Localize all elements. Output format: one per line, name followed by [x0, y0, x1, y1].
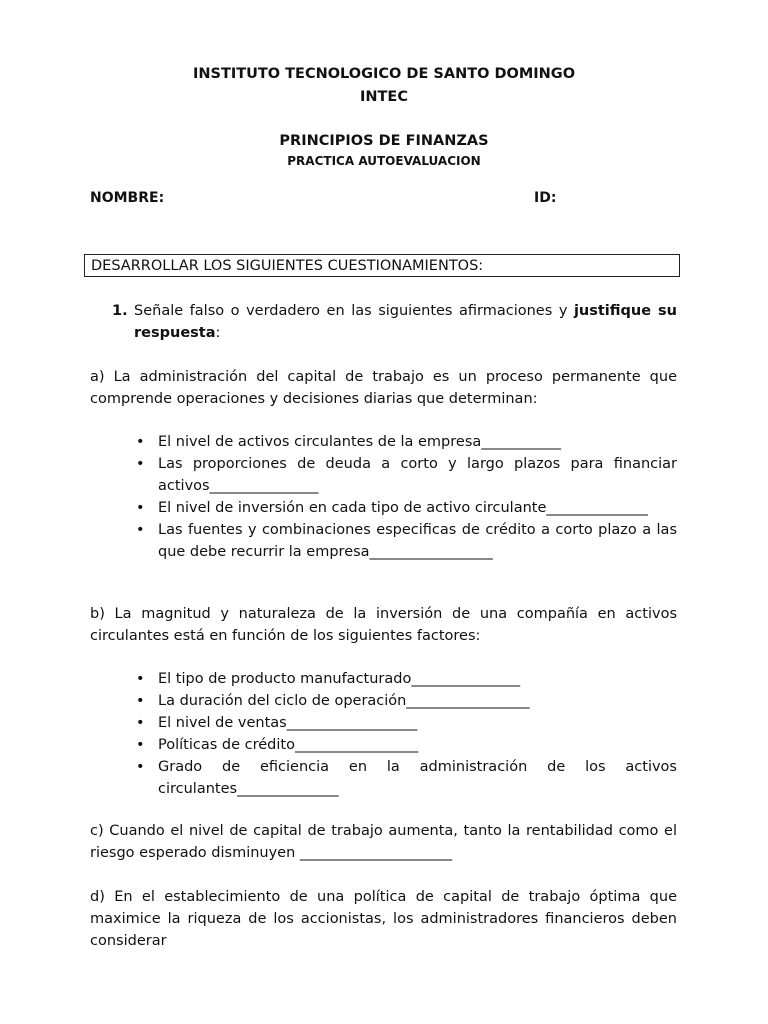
practice-subtitle: PRACTICA AUTOEVALUACION [287, 154, 481, 168]
list-item: • El nivel de activos circulantes de la empresa___________ [158, 431, 677, 453]
list-item: • El nivel de ventas__________________ [158, 712, 677, 734]
item-b-bullets [136, 668, 677, 800]
item-a-text: a) La administración del capital de trabajo es un proceso permanente que comprende operaciones y decisiones diarias que determinan: [90, 369, 677, 407]
list-item: • Políticas de crédito_________________ [158, 734, 677, 756]
question-text: Señale falso o verdadero en las siguientes afirmaciones y justifique su respuesta: [134, 303, 677, 341]
bullet-icon: • [136, 693, 145, 709]
bullet-icon: • [136, 737, 145, 753]
list-item: • La duración del ciclo de operación_________________ [158, 690, 677, 712]
list-item: • El tipo de producto manufacturado_______________ [158, 668, 677, 690]
list-item: • Las fuentes y combinaciones especificas de crédito a corto plazo a las que debe recurrir la empresa_________________ [158, 519, 677, 563]
bullet-icon: • [136, 671, 145, 687]
item-d-text: d) En el establecimiento de una política de capital de trabajo óptima que maximice la riqueza de los accionistas, los administradores financieros deben considerar [90, 889, 677, 949]
question-number: 1. [112, 303, 128, 319]
item-b-text: b) La magnitud y naturaleza de la inversión de una compañía en activos circulantes está en función de los siguientes factores: [90, 606, 677, 644]
name-field-label: NOMBRE: [90, 190, 165, 206]
bullet-icon: • [136, 715, 145, 731]
institute-title: INSTITUTO TECNOLOGICO DE SANTO DOMINGO [192, 66, 576, 82]
bullet-icon: • [136, 456, 145, 472]
bullet-icon: • [136, 434, 145, 450]
bullet-icon: • [136, 759, 145, 775]
item-c-text: c) Cuando el nivel de capital de trabajo aumenta, tanto la rentabilidad como el riesgo esperado disminuyen _____________________ [90, 823, 677, 861]
item-a-bullets [136, 431, 677, 563]
bullet-icon: • [136, 522, 145, 538]
instructions-box: DESARROLLAR LOS SIGUIENTES CUESTIONAMIENTOS: [84, 254, 680, 277]
list-item: • Las proporciones de deuda a corto y largo plazos para financiar activos_______________ [158, 453, 677, 497]
bullet-icon: • [136, 500, 145, 516]
list-item: • El nivel de inversión en cada tipo de activo circulante______________ [158, 497, 677, 519]
list-item: • Grado de eficiencia en la administración de los activos circulantes______________ [158, 756, 677, 800]
question-1 [112, 300, 677, 344]
course-title: PRINCIPIOS DE FINANZAS [279, 133, 489, 149]
id-field-label: ID: [534, 190, 557, 206]
institute-acronym: INTEC [360, 89, 408, 105]
question-emphasis: justifique su respuesta [134, 303, 677, 341]
